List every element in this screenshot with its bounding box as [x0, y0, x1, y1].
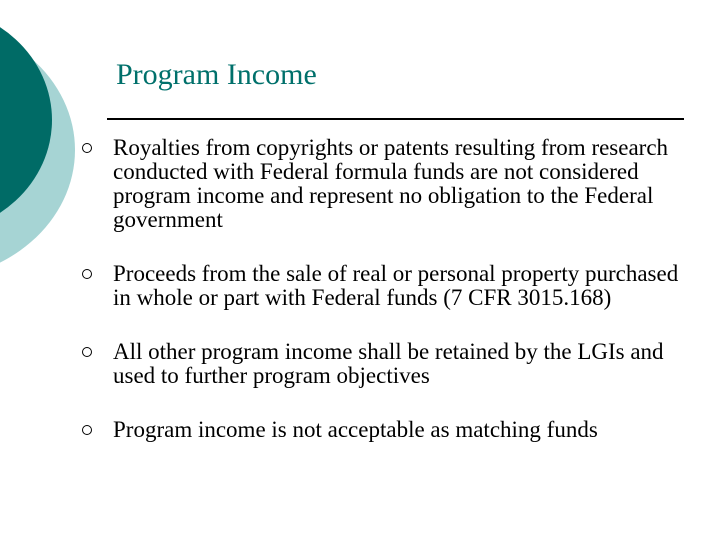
hollow-circle-icon	[82, 425, 92, 435]
bullet-list	[82, 136, 682, 472]
bullet-text: Royalties from copyrights or patents resulting from research conducted with Federal formula funds are not considered program income and represent no obligation to the Federal government	[113, 135, 669, 232]
hollow-circle-icon	[82, 347, 92, 357]
bullet-item	[82, 136, 682, 232]
slide-title: Program Income	[116, 58, 317, 91]
bullet-item	[82, 418, 682, 442]
corner-decoration	[0, 0, 80, 300]
hollow-circle-icon	[82, 143, 92, 153]
title-divider	[107, 118, 684, 120]
bullet-item	[82, 262, 682, 310]
bullet-text: All other program income shall be retained by the LGIs and used to further program objectives	[113, 339, 664, 388]
hollow-circle-icon	[82, 269, 92, 279]
bullet-text: Program income is not acceptable as matching funds	[113, 417, 598, 442]
bullet-item	[82, 340, 682, 388]
bullet-text: Proceeds from the sale of real or personal property purchased in whole or part with Federal funds (7 CFR 3015.168)	[113, 261, 679, 310]
